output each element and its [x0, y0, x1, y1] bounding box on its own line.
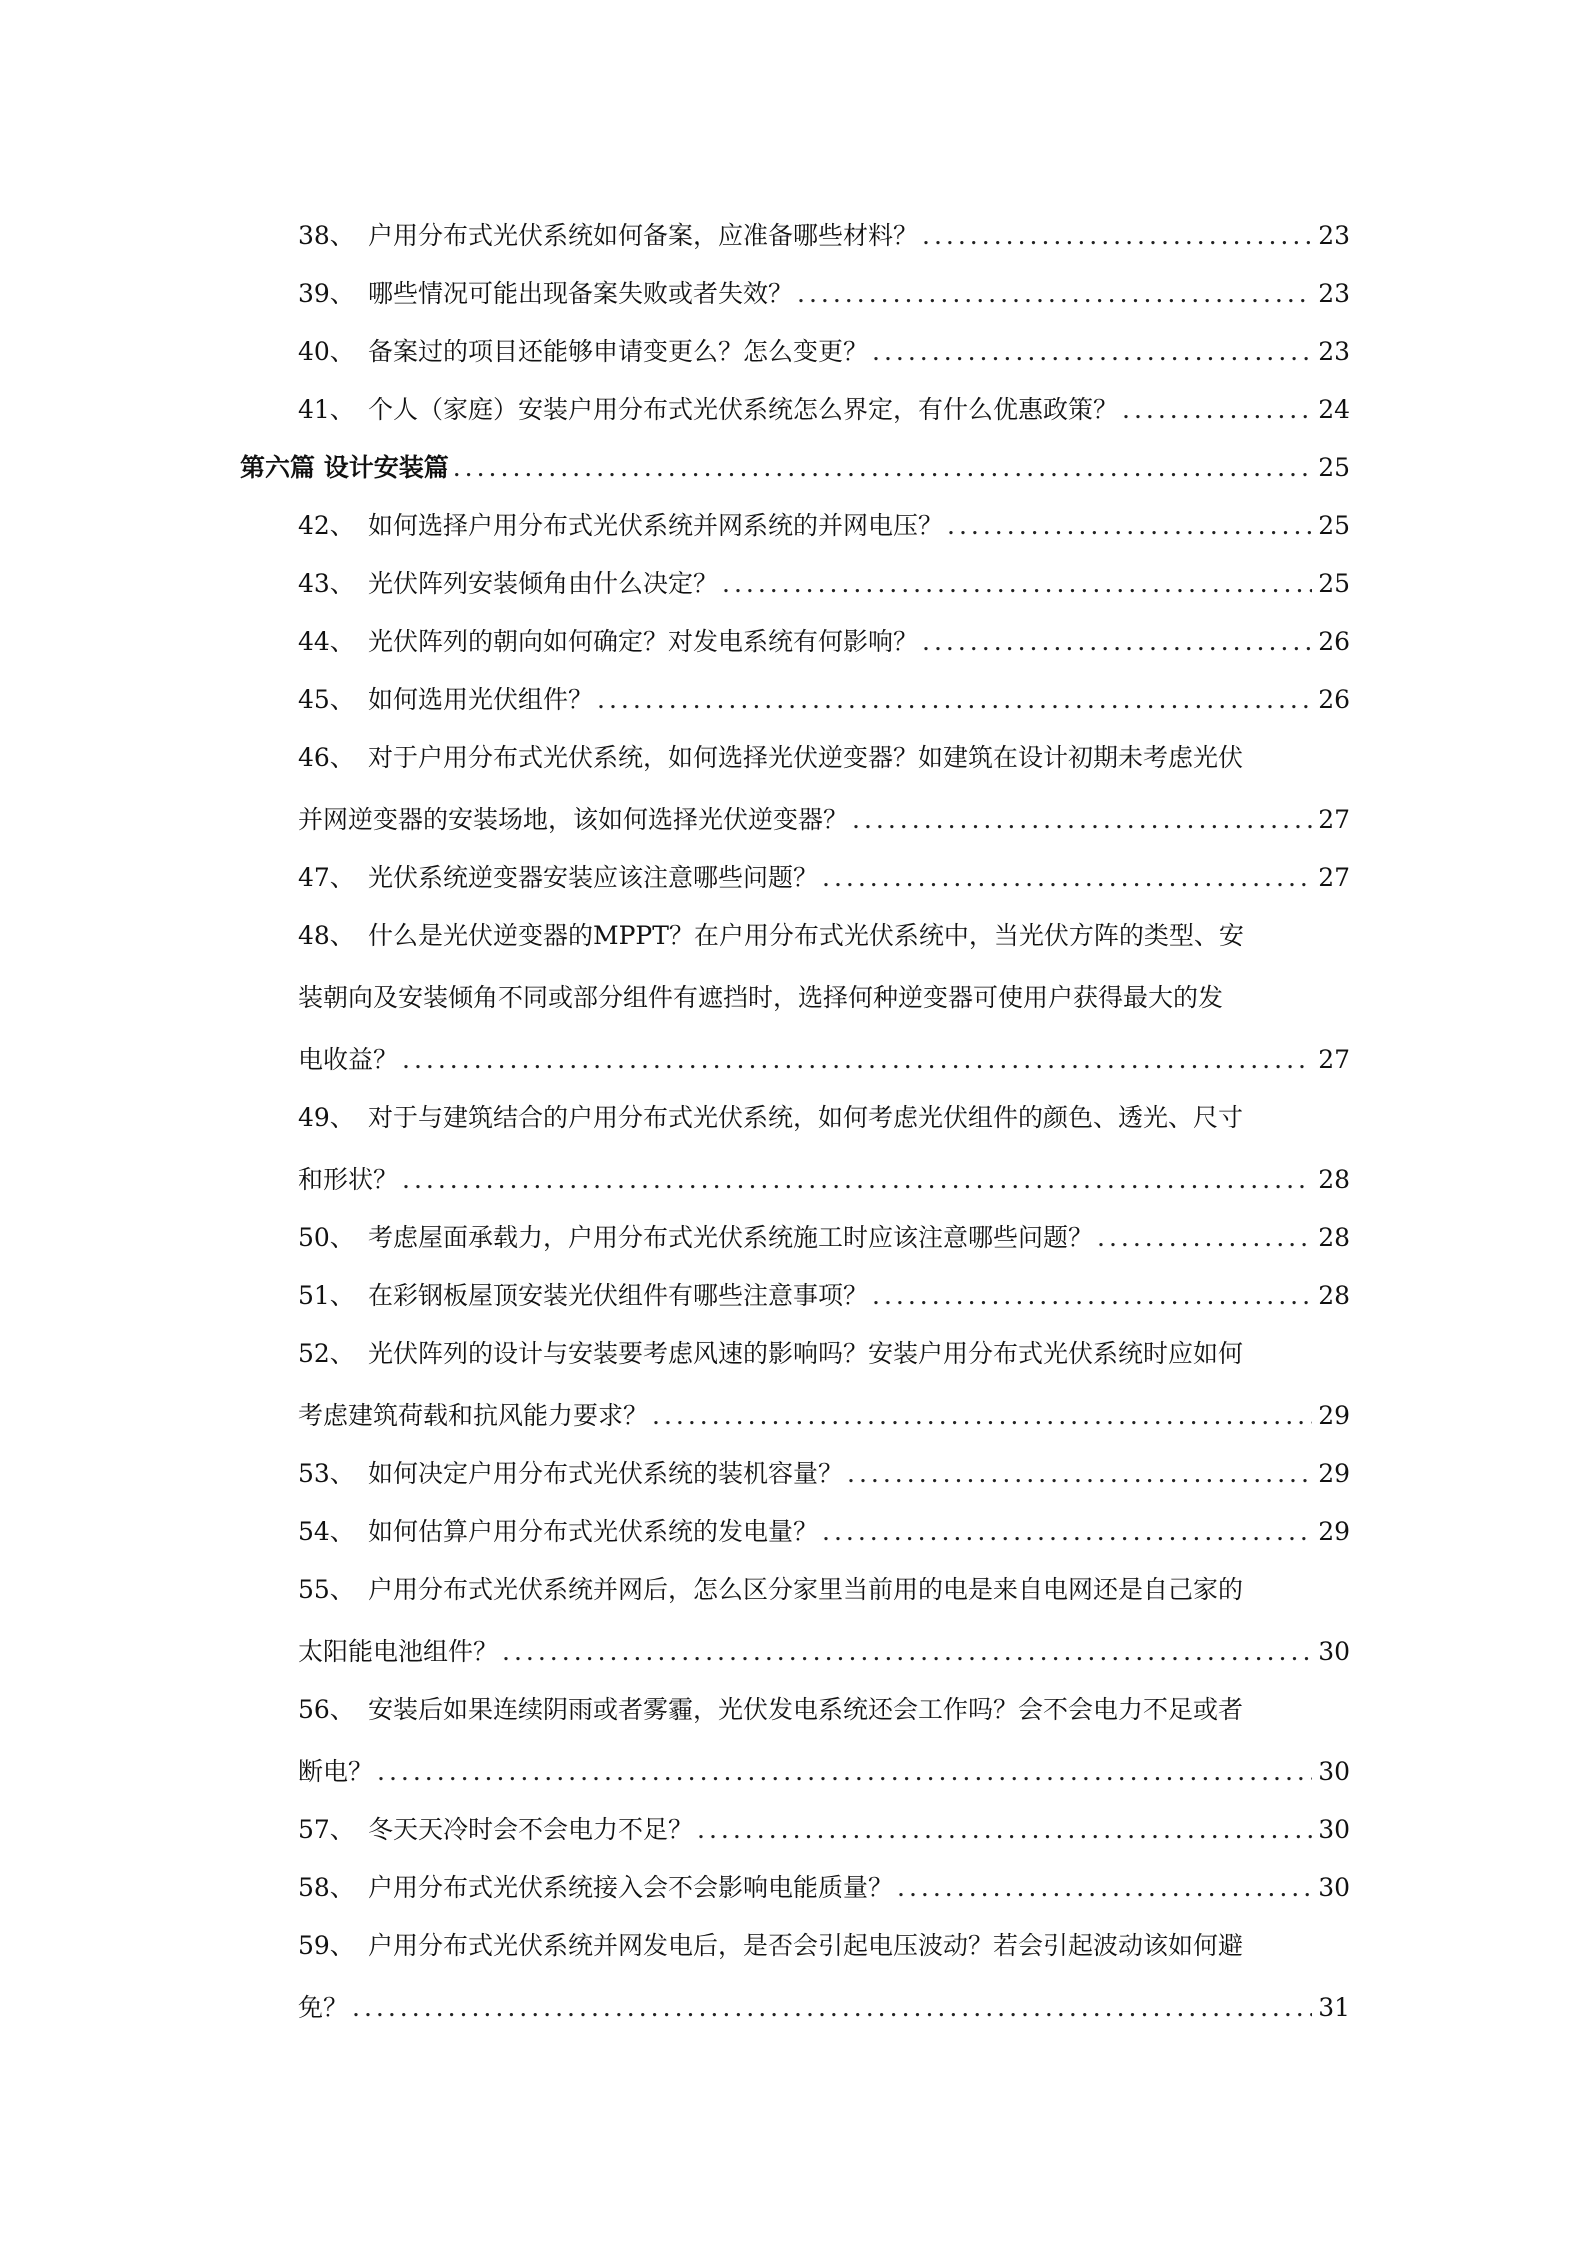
- toc-entry[interactable]: [298, 1209, 1350, 1267]
- toc-entry-title-continued: 和形状？: [298, 1165, 399, 1194]
- toc-entry-title: 户用分布式光伏系统接入会不会影响电能质量？: [368, 1873, 894, 1902]
- toc-entry-number: 45、: [298, 685, 355, 714]
- dot-leader: [947, 497, 1312, 555]
- toc-entry-title: 户用分布式光伏系统并网后，怎么区分家里当前用的电是来自电网还是自己家的: [368, 1575, 1244, 1604]
- toc-entry[interactable]: [298, 1267, 1350, 1325]
- toc-entry-number: 48、: [298, 921, 355, 950]
- dot-leader: [872, 1267, 1312, 1325]
- toc-entry-number: 47、: [298, 863, 355, 892]
- toc-page-number: 23: [1318, 221, 1350, 250]
- toc-entry-title: 在彩钢板屋顶安装光伏组件有哪些注意事项？: [368, 1281, 869, 1310]
- toc-page-number: 30: [1318, 1873, 1350, 1902]
- toc-page-number: 30: [1318, 1637, 1350, 1666]
- toc-entry-continuation: [298, 1151, 1350, 1209]
- toc-entry-line: [298, 1859, 1350, 1917]
- toc-entry-title: 安装后如果连续阴雨或者雾霾，光伏发电系统还会工作吗？会不会电力不足或者: [368, 1695, 1244, 1724]
- toc-entry-continuation: [298, 1387, 1350, 1445]
- toc-entry-title-continued: 断电？: [298, 1757, 374, 1786]
- toc-entry-number: 39、: [298, 279, 355, 308]
- toc-entry[interactable]: [298, 497, 1350, 555]
- dot-leader: [822, 1503, 1312, 1561]
- toc-entry-title: 冬天天冷时会不会电力不足？: [368, 1815, 694, 1844]
- toc-entry-line: [298, 1561, 1350, 1619]
- dot-leader: [822, 849, 1312, 907]
- toc-entry[interactable]: [298, 1503, 1350, 1561]
- toc-entry-line: [298, 381, 1350, 439]
- toc-page-number: 26: [1318, 627, 1350, 656]
- toc-entry-line: [298, 1801, 1350, 1859]
- toc-entry[interactable]: [298, 323, 1350, 381]
- dot-leader: [897, 1859, 1312, 1917]
- toc-entry-line: [298, 671, 1350, 729]
- toc-entry-number: 49、: [298, 1103, 355, 1132]
- toc-entry-title-continued: 电收益？: [298, 1045, 399, 1074]
- toc-entry-continuation: [298, 1979, 1350, 2037]
- toc-entry-continuation: [298, 969, 1350, 1027]
- toc-page-number: 29: [1318, 1401, 1350, 1430]
- toc-page-number: 28: [1318, 1165, 1350, 1194]
- toc-entry-line: [298, 729, 1350, 787]
- toc-entry-title: 光伏系统逆变器安装应该注意哪些问题？: [368, 863, 819, 892]
- toc-entry-line: [240, 439, 1350, 497]
- toc-entry[interactable]: [298, 1325, 1350, 1445]
- toc-page-number: 25: [1318, 569, 1350, 598]
- toc-entry-title-continued: 装朝向及安装倾角不同或部分组件有遮挡时，选择何种逆变器可使用户获得最大的发: [298, 983, 1224, 1012]
- toc-entry[interactable]: [298, 1917, 1350, 2037]
- toc-entry-title: 光伏阵列安装倾角由什么决定？: [368, 569, 719, 598]
- toc-entry[interactable]: [298, 613, 1350, 671]
- toc-entry-line: [298, 1681, 1350, 1739]
- dot-leader: [847, 1445, 1312, 1503]
- toc-section-heading[interactable]: [240, 439, 1350, 497]
- toc-page-number: 29: [1318, 1459, 1350, 1488]
- toc-entry[interactable]: [298, 555, 1350, 613]
- toc-page-number: 31: [1318, 1993, 1350, 2022]
- toc-page-number: 27: [1318, 805, 1350, 834]
- toc-entry-continuation: [298, 1623, 1350, 1681]
- toc-entry[interactable]: [298, 729, 1350, 849]
- toc-entry-number: 51、: [298, 1281, 355, 1310]
- toc-entry-title: 光伏阵列的设计与安装要考虑风速的影响吗？安装户用分布式光伏系统时应如何: [368, 1339, 1244, 1368]
- toc-entry[interactable]: [298, 1801, 1350, 1859]
- toc-entry-title-continued: 并网逆变器的安装场地，该如何选择光伏逆变器？: [298, 805, 849, 834]
- toc-entry[interactable]: [298, 1561, 1350, 1681]
- toc-entry[interactable]: [298, 907, 1350, 1089]
- toc-entry-title: 考虑屋面承载力，户用分布式光伏系统施工时应该注意哪些问题？: [368, 1223, 1094, 1252]
- toc-entry-line: [298, 1325, 1350, 1383]
- toc-entry-line: [298, 323, 1350, 381]
- toc-page-number: 23: [1318, 337, 1350, 366]
- toc-entry-number: 43、: [298, 569, 355, 598]
- toc-entry-number: 38、: [298, 221, 355, 250]
- toc-entry[interactable]: [298, 1681, 1350, 1801]
- toc-page-number: 27: [1318, 1045, 1350, 1074]
- toc-entry-line: [298, 1267, 1350, 1325]
- toc-entry[interactable]: [298, 207, 1350, 265]
- toc-entry-number: 53、: [298, 1459, 355, 1488]
- toc-entry-number: 57、: [298, 1815, 355, 1844]
- toc-page-number: 28: [1318, 1223, 1350, 1252]
- toc-entry-continuation: [298, 1031, 1350, 1089]
- dot-leader: [453, 439, 1312, 497]
- toc-entry-title: 如何选择户用分布式光伏系统并网系统的并网电压？: [368, 511, 944, 540]
- toc-entry-line: [298, 1503, 1350, 1561]
- toc-entry-line: [298, 555, 1350, 613]
- toc-entry-title: 哪些情况可能出现备案失败或者失效？: [368, 279, 794, 308]
- toc-entry-title: 户用分布式光伏系统如何备案，应准备哪些材料？: [368, 221, 919, 250]
- toc-entry[interactable]: [298, 671, 1350, 729]
- dot-leader: [652, 1387, 1312, 1445]
- toc-entry-number: 42、: [298, 511, 355, 540]
- toc-entry-number: 56、: [298, 1695, 355, 1724]
- dot-leader: [922, 207, 1312, 265]
- toc-entry-title: 对于与建筑结合的户用分布式光伏系统，如何考虑光伏组件的颜色、透光、尺寸: [368, 1103, 1244, 1132]
- toc-page-number: 24: [1318, 395, 1350, 424]
- toc-page-number: 29: [1318, 1517, 1350, 1546]
- toc-entry-title: 第六篇 设计安装篇: [240, 453, 449, 482]
- toc-entry-title: 备案过的项目还能够申请变更么？怎么变更？: [368, 337, 869, 366]
- toc-page-number: 30: [1318, 1757, 1350, 1786]
- toc-entry-line: [298, 1089, 1350, 1147]
- dot-leader: [597, 671, 1312, 729]
- dot-leader: [352, 1979, 1312, 2037]
- toc-page-number: 25: [1318, 511, 1350, 540]
- toc-entry[interactable]: [298, 1859, 1350, 1917]
- dot-leader: [402, 1031, 1312, 1089]
- toc-entry[interactable]: [298, 849, 1350, 907]
- dot-leader: [697, 1801, 1312, 1859]
- toc-entry-title: 如何决定户用分布式光伏系统的装机容量？: [368, 1459, 844, 1488]
- toc-entry-number: 55、: [298, 1575, 355, 1604]
- toc-entry-continuation: [298, 791, 1350, 849]
- toc-entry-line: [298, 207, 1350, 265]
- toc-entry-title: 光伏阵列的朝向如何确定？对发电系统有何影响？: [368, 627, 919, 656]
- toc-entry-title: 什么是光伏逆变器的MPPT？在户用分布式光伏系统中，当光伏方阵的类型、安: [368, 921, 1244, 950]
- toc-page-number: 25: [1318, 453, 1350, 482]
- toc-entry-continuation: [298, 1743, 1350, 1801]
- toc-entry-number: 52、: [298, 1339, 355, 1368]
- dot-leader: [1122, 381, 1312, 439]
- dot-leader: [1097, 1209, 1312, 1267]
- dot-leader: [722, 555, 1312, 613]
- toc-page-number: 23: [1318, 279, 1350, 308]
- toc-entry-title-continued: 免？: [298, 1993, 349, 2022]
- dot-leader: [872, 323, 1312, 381]
- toc-entry-title: 个人（家庭）安装户用分布式光伏系统怎么界定，有什么优惠政策？: [368, 395, 1119, 424]
- dot-leader: [797, 265, 1312, 323]
- toc-entry-line: [298, 265, 1350, 323]
- toc-entry[interactable]: [298, 265, 1350, 323]
- toc-entry-title-continued: 太阳能电池组件？: [298, 1637, 499, 1666]
- toc-entry-line: [298, 1917, 1350, 1975]
- dot-leader: [922, 613, 1312, 671]
- toc-entry-title: 对于户用分布式光伏系统，如何选择光伏逆变器？如建筑在设计初期未考虑光伏: [368, 743, 1244, 772]
- toc-entry-number: 58、: [298, 1873, 355, 1902]
- toc-entry[interactable]: [298, 1445, 1350, 1503]
- toc-page-number: 27: [1318, 863, 1350, 892]
- toc-page-number: 28: [1318, 1281, 1350, 1310]
- toc-page-number: 26: [1318, 685, 1350, 714]
- toc-entry-line: [298, 1445, 1350, 1503]
- toc-entry-number: 54、: [298, 1517, 355, 1546]
- toc-entry-number: 59、: [298, 1931, 355, 1960]
- toc-entry-line: [298, 849, 1350, 907]
- toc-entry-number: 44、: [298, 627, 355, 656]
- toc-entry-title: 户用分布式光伏系统并网发电后，是否会引起电压波动？若会引起波动该如何避: [368, 1931, 1244, 1960]
- toc-entry-number: 50、: [298, 1223, 355, 1252]
- dot-leader: [402, 1151, 1312, 1209]
- toc-entry-title: 如何估算户用分布式光伏系统的发电量？: [368, 1517, 819, 1546]
- toc-entry-title-continued: 考虑建筑荷载和抗风能力要求？: [298, 1401, 649, 1430]
- toc-entry[interactable]: [298, 381, 1350, 439]
- dot-leader: [377, 1743, 1312, 1801]
- toc-entry-line: [298, 497, 1350, 555]
- toc-entry-line: [298, 1209, 1350, 1267]
- toc-entry-number: 46、: [298, 743, 355, 772]
- toc-page-number: 30: [1318, 1815, 1350, 1844]
- toc-entry-number: 41、: [298, 395, 355, 424]
- toc-entry-number: 40、: [298, 337, 355, 366]
- dot-leader: [852, 791, 1312, 849]
- dot-leader: [502, 1623, 1312, 1681]
- toc-entry-line: [298, 613, 1350, 671]
- toc-entry-title: 如何选用光伏组件？: [368, 685, 594, 714]
- toc-entry-line: [298, 907, 1350, 965]
- toc-entry[interactable]: [298, 1089, 1350, 1209]
